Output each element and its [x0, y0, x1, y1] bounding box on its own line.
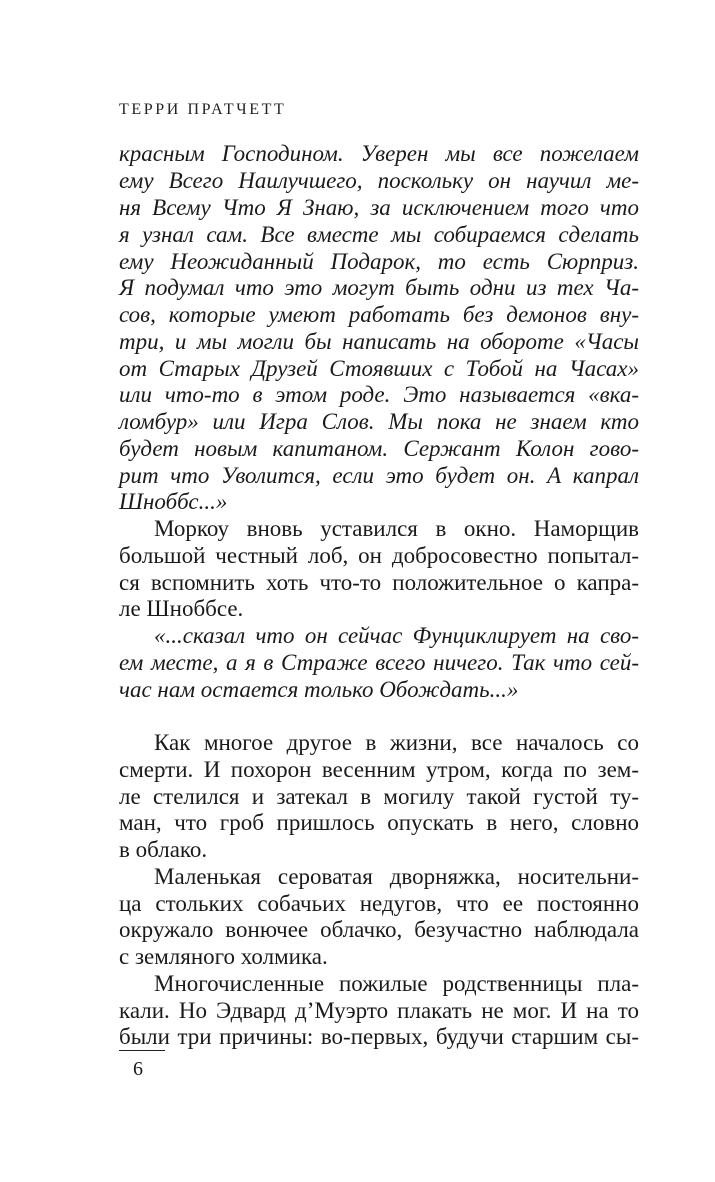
text-line: сов, которые умеют работать без демонов вну-: [119, 302, 639, 327]
text-line: ломбур» или Игра Слов. Мы пока не знаем кто: [119, 409, 639, 434]
text-line: с земляного холмика.: [119, 944, 328, 969]
paragraph-first-line: Как многое другое в жизни, все началось со: [154, 730, 639, 755]
paragraph-first-line: Многочисленные пожилые родственницы пла-: [154, 971, 639, 996]
text-line: большой честный лоб, он добросовестно попытал-: [119, 543, 639, 568]
running-head: ТЕРРИ ПРАТЧЕТТ: [119, 101, 287, 118]
text-line: ца стольких собачьих недугов, что ее постоянно: [119, 891, 639, 916]
text-line: ле Шноббсе.: [119, 596, 244, 621]
text-line: три, и мы могли бы написать на обороте «Часы: [119, 329, 639, 354]
text-line: были три причины: во-первых, будучи старшим сы-: [119, 1024, 639, 1049]
text-line: будет новым капитаном. Сержант Колон гово-: [119, 436, 639, 461]
text-line: ему Неожиданный Подарок, то есть Сюрприз.: [119, 249, 639, 274]
text-line: ему Всего Наилучшего, поскольку он научил ме-: [119, 168, 639, 193]
text-line: ся вспомнить хоть что-то положительное о капра-: [119, 570, 639, 595]
paragraph-first-line: «...сказал что он сейчас Фунциклирует на сво-: [154, 623, 639, 648]
text-line: красным Господином. Уверен мы все пожелаем: [119, 141, 639, 166]
text-line: рит что Уволится, если это будет он. А капрал: [119, 463, 639, 488]
text-line: Шноббс...»: [119, 489, 228, 514]
text-line: в облако.: [119, 837, 208, 862]
paragraph-first-line: Маленькая сероватая дворняжка, носительни-: [154, 864, 639, 889]
text-line: от Старых Друзей Стоявших с Тобой на Часах»: [119, 356, 639, 381]
text-line: или что-то в этом роде. Это называется «вка-: [119, 382, 639, 407]
text-line: ле стелился и затекал в могилу такой густой ту-: [119, 784, 639, 809]
text-line: ня Всему Что Я Знаю, за исключением того что: [119, 195, 639, 220]
page-number: 6: [133, 1058, 143, 1080]
text-line: я узнал сам. Все вместе мы собираемся сделать: [119, 222, 639, 247]
text-line: ем месте, а я в Страже всего ничего. Так что сей-: [119, 650, 639, 675]
paragraph-first-line: Моркоу вновь уставился в окно. Наморщив: [154, 516, 639, 541]
text-line: час нам остается только Обождать...»: [119, 677, 519, 702]
text-line: окружало вонючее облачко, безучастно наблюдала: [119, 917, 639, 942]
text-line: кали. Но Эдвард д’Муэрто плакать не мог. И на то: [119, 998, 639, 1023]
text-line: Я подумал что это могут быть одни из тех Ча-: [119, 275, 639, 300]
text-line: смерти. И похорон весенним утром, когда по зем-: [119, 757, 639, 782]
text-line: ман, что гроб пришлось опускать в него, словно: [119, 810, 639, 835]
footer-rule: [119, 1050, 165, 1051]
